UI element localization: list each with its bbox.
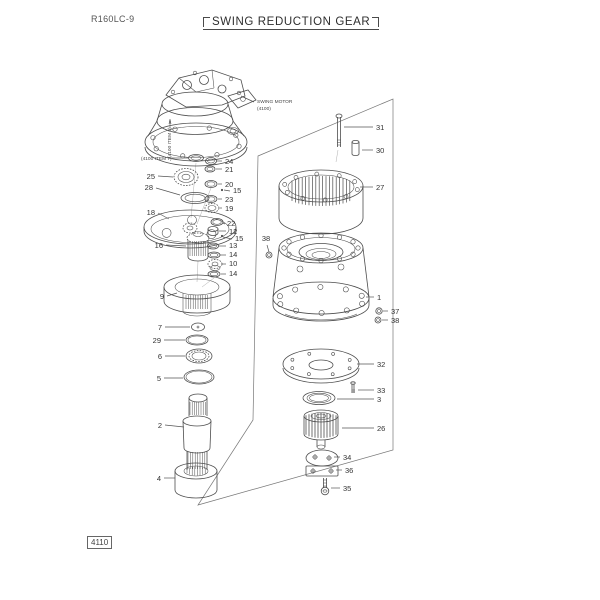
model-label: R160LC-9 (91, 14, 135, 24)
item7-reference-note: (4100 ITEM 7) (141, 157, 172, 162)
bolt-hole (315, 172, 319, 176)
bolt-hole (234, 133, 238, 137)
part-washer-14a (208, 252, 220, 258)
bolt-hole (359, 293, 364, 298)
bolt-hole (307, 373, 310, 376)
callout-2: 2 (157, 421, 162, 430)
bolt-hole (162, 228, 171, 237)
leader-line-18 (158, 213, 169, 219)
callout-16: 16 (154, 241, 163, 250)
callout-7: 7 (157, 323, 162, 332)
bolt-hole (308, 352, 311, 355)
bolt-hole (344, 195, 348, 199)
callout-30: 30 (376, 146, 385, 155)
part-shaft-2 (183, 394, 211, 470)
part-pin-15a (221, 189, 223, 191)
part-gear-25 (174, 169, 198, 186)
callout-13: 13 (229, 241, 238, 250)
part-ring-22 (211, 219, 223, 226)
part-pin-15b (221, 235, 223, 237)
part-cover-32 (283, 349, 359, 383)
part-collar-4 (175, 463, 217, 498)
part-bolt-35 (321, 478, 329, 495)
bolt-hole (360, 301, 365, 306)
leader-line-22 (223, 223, 225, 224)
bolt-hole (294, 308, 299, 313)
callout-29: 29 (152, 336, 161, 345)
callout-3: 3 (377, 395, 382, 404)
bolt-hole (278, 302, 283, 307)
callout-38: 38 (261, 234, 271, 243)
bolt-hole (323, 198, 327, 202)
callout-38: 38 (391, 316, 400, 325)
part-ring-24 (206, 158, 217, 165)
callout-15: 15 (233, 186, 242, 195)
bolt-hole (291, 367, 294, 370)
bolt-hole (215, 153, 219, 157)
callout-22: 22 (227, 219, 236, 228)
bolt-hole (355, 188, 359, 192)
bolt-hole (154, 147, 158, 151)
part-bolt-38-left (266, 252, 272, 258)
part-ring-29 (186, 335, 208, 345)
swing-motor-note-line2: (4100) (257, 107, 271, 112)
bolt-hole (319, 310, 324, 315)
swing-motor-note-line1: SWING MOTOR (257, 100, 293, 105)
bolt-hole (351, 240, 355, 244)
bolt-hole (294, 175, 298, 179)
callout-37: 37 (391, 307, 400, 316)
callout-18: 18 (146, 208, 155, 217)
bolt-hole (356, 246, 360, 250)
bolt-hole (348, 367, 351, 370)
bolt-hole (283, 182, 287, 186)
bolt-hole (285, 190, 289, 194)
bolt-hole (207, 126, 211, 130)
callout-31: 31 (376, 123, 385, 132)
part-bolt-31 (336, 114, 342, 147)
part-gear-10 (208, 260, 222, 271)
callout-4: 4 (156, 474, 161, 483)
callout-34: 34 (343, 453, 352, 462)
leader-line-2 (165, 425, 184, 427)
callout-28: 28 (144, 183, 153, 192)
part-ring-23 (205, 196, 217, 203)
bolt-hole (293, 287, 298, 292)
bolt-hole (343, 287, 348, 292)
bolt-hole (337, 235, 341, 239)
bolt-hole (353, 180, 357, 184)
callout-20: 20 (225, 180, 234, 189)
callout-9: 9 (159, 292, 164, 301)
callout-6: 6 (157, 352, 162, 361)
part-plate-36 (306, 466, 338, 476)
part-ring-20 (205, 181, 217, 188)
part-bolt-38-right (375, 317, 381, 323)
bolt-hole (344, 308, 349, 313)
item6-reference-note: (4100 ITEM 6) (168, 127, 173, 158)
callout-23: 23 (225, 195, 234, 204)
assembly-lines (191, 150, 338, 287)
bolt-hole (173, 127, 177, 131)
callout-33: 33 (377, 386, 386, 395)
part-bearing-6 (186, 349, 212, 363)
callout-36: 36 (345, 466, 354, 475)
part-case-1 (273, 233, 369, 321)
callout-24: 24 (225, 157, 234, 166)
part-plate-34 (306, 450, 338, 466)
bolt-hole (300, 235, 304, 239)
bolt-hole (291, 358, 294, 361)
bolt-hole (331, 373, 334, 376)
callout-32: 32 (377, 360, 386, 369)
part-snap-ring-5 (184, 370, 214, 384)
bolt-hole (348, 358, 351, 361)
part-ring-21 (205, 166, 215, 172)
callout-21: 21 (225, 165, 234, 174)
callout-35: 35 (343, 484, 352, 493)
leader-line-28 (156, 188, 180, 195)
part-shaft-16 (187, 232, 209, 262)
bolt-hole (332, 352, 335, 355)
group-code: 4110 (87, 536, 112, 549)
bolt-hole (181, 154, 185, 158)
callout-14: 14 (229, 269, 238, 278)
leader-line-25 (158, 176, 173, 177)
part-cap-12 (208, 227, 218, 236)
callout-26: 26 (377, 424, 386, 433)
bolt-hole (277, 294, 282, 299)
part-seal-ring-item7 (189, 155, 204, 162)
callout-27: 27 (376, 183, 385, 192)
leader-line-15 (224, 190, 230, 191)
part-pin-30 (352, 140, 359, 155)
part-ring-gear-27 (279, 170, 363, 234)
callout-1: 1 (377, 293, 382, 302)
callout-5: 5 (156, 374, 161, 383)
part-bolt-33 (351, 382, 355, 393)
callout-19: 19 (225, 204, 234, 213)
part-bearing-3 (303, 392, 335, 405)
callout-14: 14 (229, 250, 238, 259)
callout-15: 15 (235, 234, 244, 243)
callout-12: 12 (229, 227, 238, 236)
part-swing-motor (145, 70, 256, 166)
part-bolt-37 (376, 308, 382, 314)
callout-10: 10 (229, 259, 238, 268)
title-text: SWING REDUCTION GEAR (212, 16, 371, 28)
part-plug-7 (192, 323, 205, 331)
bolt-hole (287, 240, 291, 244)
leader-line-38 (267, 245, 269, 252)
bolt-hole (318, 284, 323, 289)
callout-25: 25 (146, 172, 155, 181)
bolt-hole (282, 246, 286, 250)
